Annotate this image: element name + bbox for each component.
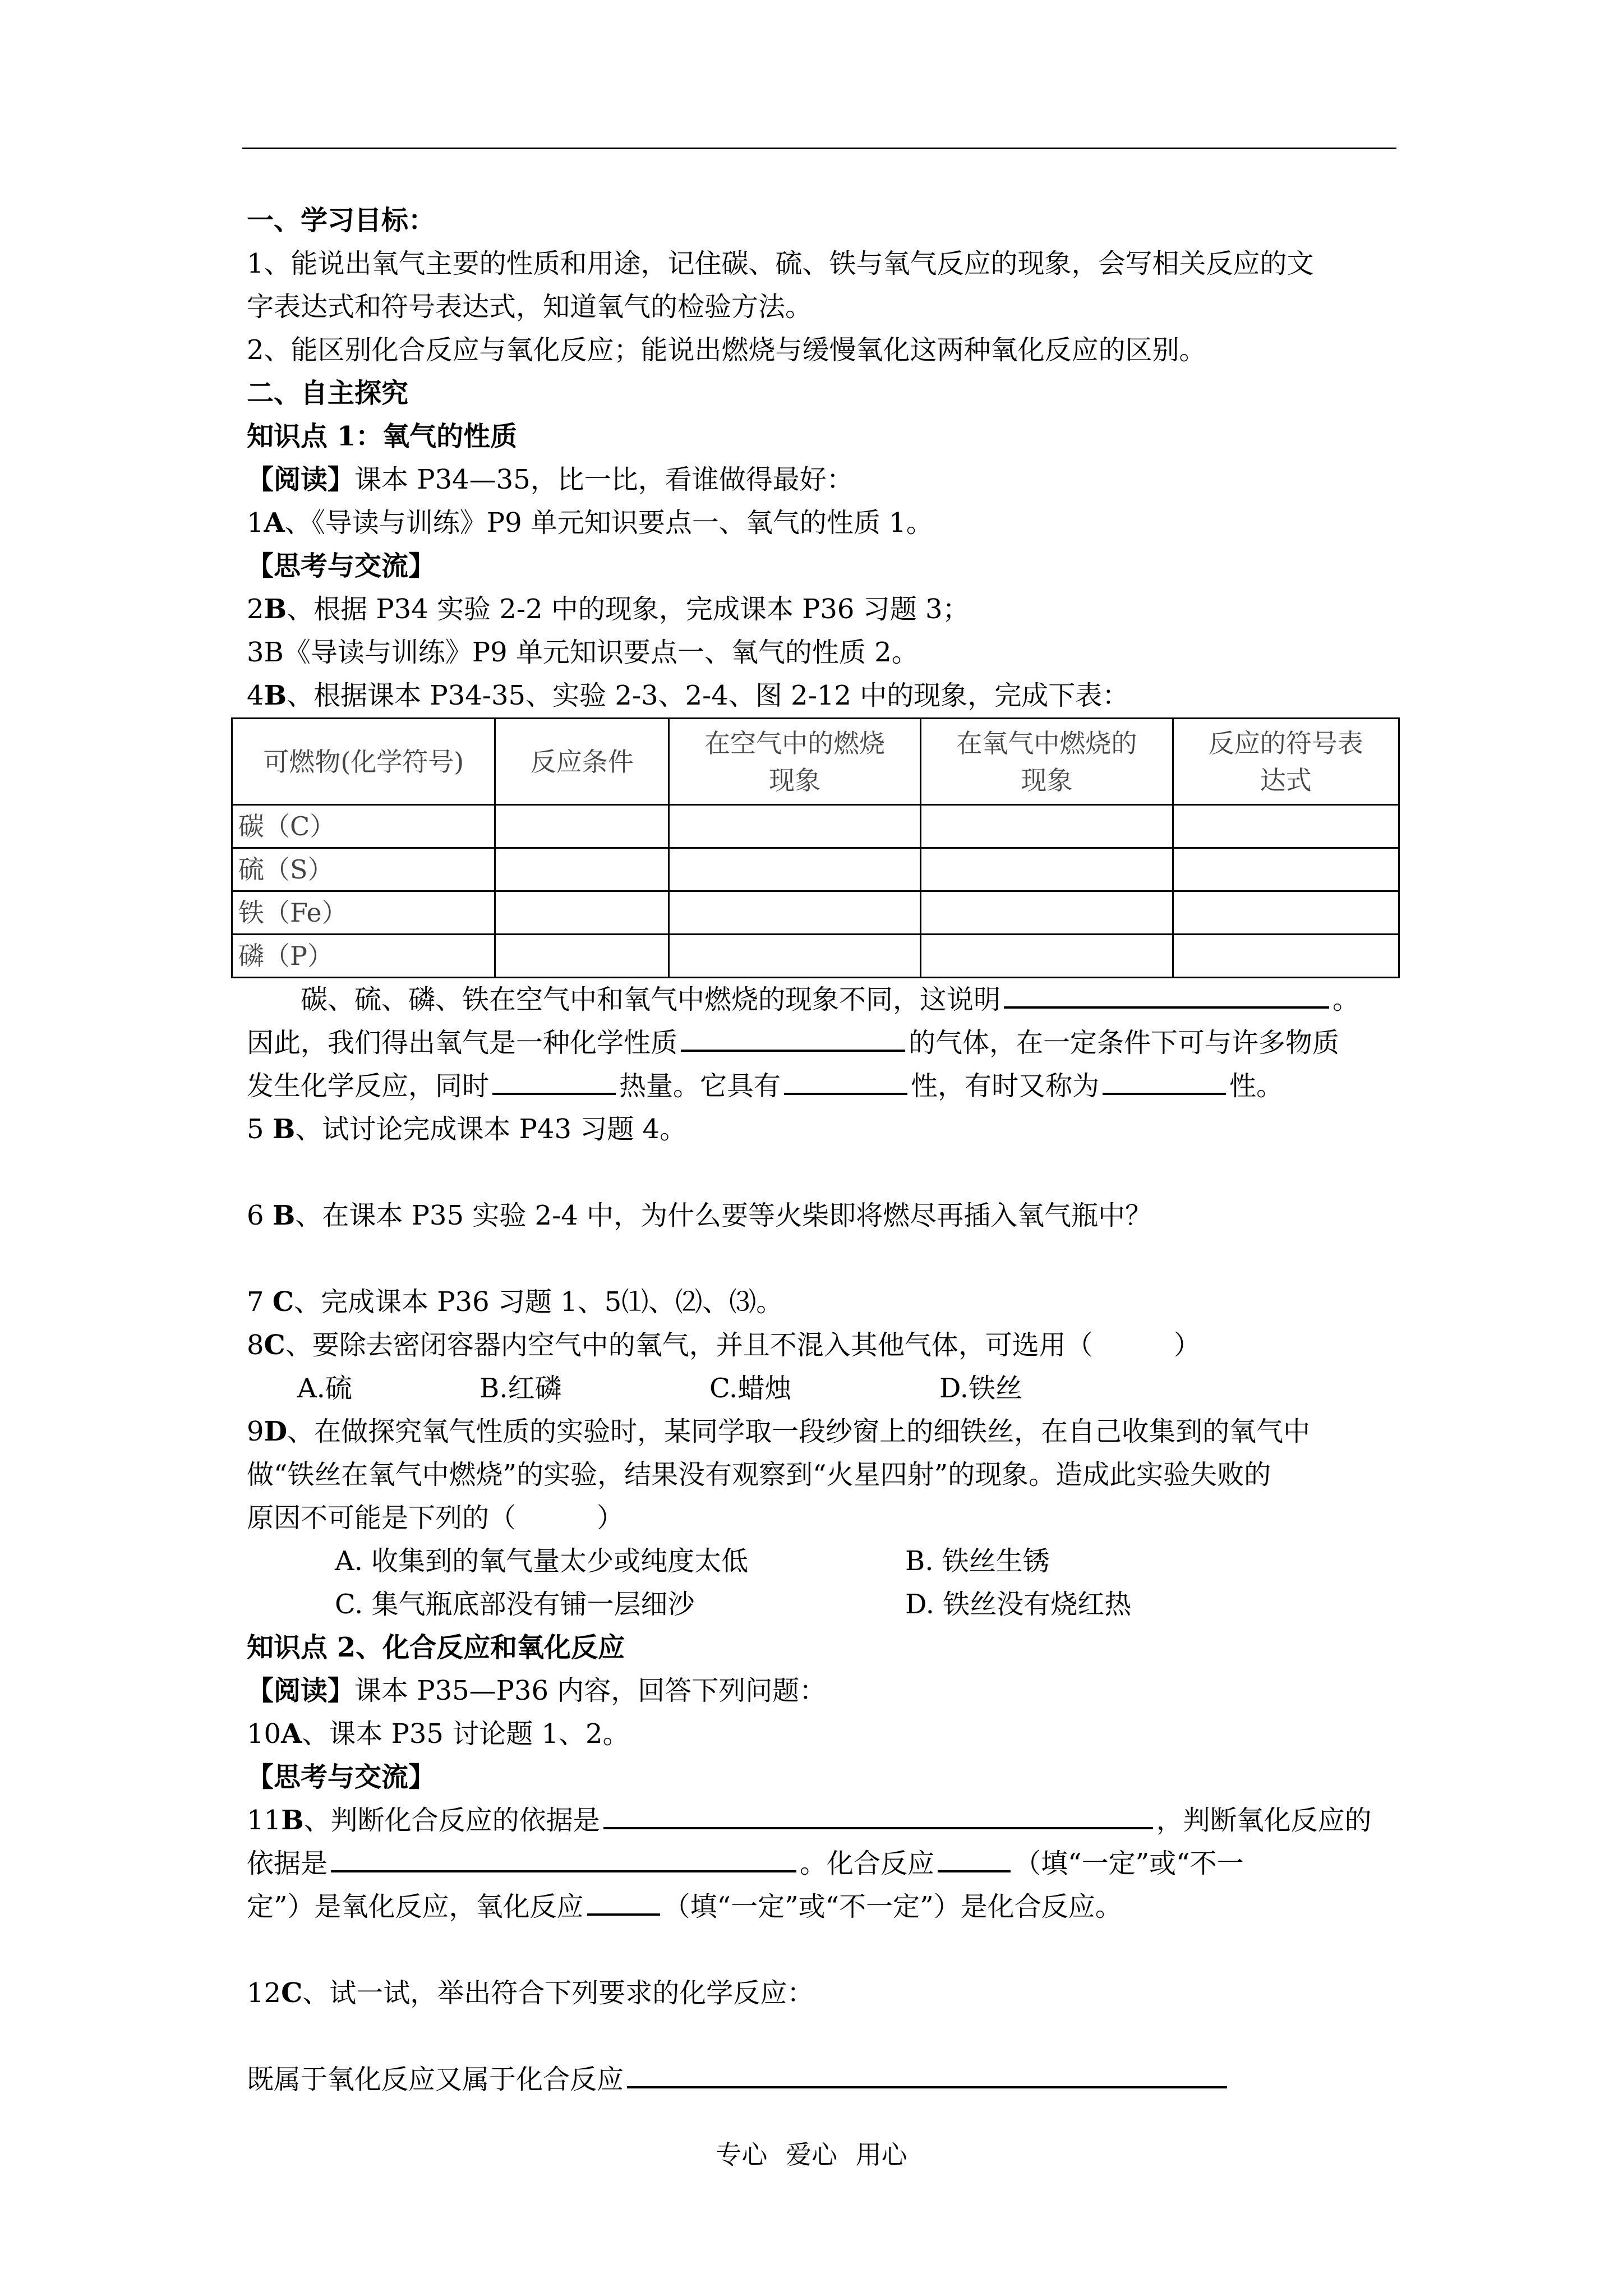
answer-blank[interactable] (681, 1027, 905, 1052)
question-9-line-2: 做“铁丝在氧气中燃烧”的实验，结果没有观察到“火星四射”的现象。造成此实验失败的 (247, 1459, 1271, 1490)
think-exchange-tag-1: 【思考与交流】 (247, 550, 436, 582)
think-exchange-tag-2: 【思考与交流】 (247, 1761, 436, 1793)
question-12-sub: 既属于氧化反应又属于化合反应 (247, 2058, 1402, 2101)
option-b[interactable]: B. 铁丝生锈 (905, 1545, 1050, 1577)
knowledge-point-1-heading: 知识点 1：氧气的性质 (247, 421, 518, 452)
question-9-line-3: 原因不可能是下列的（ ） (247, 1502, 624, 1534)
header-condition: 反应条件 (495, 719, 669, 805)
question-11: 11B、判断化合反应的依据是 ，判断氧化反应的 (247, 1805, 1372, 1836)
option-c[interactable]: C.蜡烛 (709, 1373, 792, 1404)
knowledge-point-2-heading: 知识点 2、化合反应和氧化反应 (247, 1632, 625, 1663)
table-row: 铁（Fe） (232, 891, 1399, 935)
goal-2: 2、能区别化合反应与氧化反应；能说出燃烧与缓慢氧化这两种氧化反应的区别。 (247, 334, 1206, 366)
table-row: 碳（C） (232, 805, 1399, 848)
reading-tag: 【阅读】 (247, 464, 355, 495)
question-9: 9D、在做探究氧气性质的实验时，某同学取一段纱窗上的细铁丝，在自己收集到的氧气中 (247, 1416, 1311, 1447)
option-c[interactable]: C. 集气瓶底部没有铺一层细沙 (335, 1589, 695, 1620)
question-4: 4B、根据课本 P34-35、实验 2-3、2-4、图 2-12 中的现象，完成下表： (247, 680, 1129, 711)
option-d[interactable]: D. 铁丝没有烧红热 (905, 1589, 1132, 1620)
question-1: 1A、《导读与训练》P9 单元知识要点一、氧气的性质 1。 (247, 507, 933, 539)
question-7: 7 C、完成课本 P36 习题 1、5⑴、⑵、⑶。 (247, 1286, 783, 1318)
table-row: 磷（P） (232, 935, 1399, 978)
question-9-options-row-2 (247, 1583, 1402, 1626)
goal-1-line-1: 1、能说出氧气主要的性质和用途，记住碳、硫、铁与氧气反应的现象，会写相关反应的文 (247, 248, 1314, 279)
question-8: 8C、要除去密闭容器内空气中的氧气，并且不混入其他气体，可选用（ ） (247, 1329, 1201, 1361)
section-heading-goals: 一、学习目标： (247, 205, 436, 236)
section-heading-explore: 二、自主探究 (247, 378, 409, 409)
header-substance: 可燃物(化学符号) (232, 719, 495, 805)
question-2: 2B、根据 P34 实验 2-2 中的现象，完成课本 P36 习题 3； (247, 593, 970, 625)
answer-blank[interactable] (587, 1891, 660, 1916)
table-row: 硫（S） (232, 848, 1399, 891)
header-rule (242, 148, 1396, 149)
header-air-phenomenon: 在空气中的燃烧 现象 (668, 719, 920, 805)
question-11-line-2: 依据是 。化合反应 （填“一定”或“不一 (247, 1848, 1244, 1879)
answer-blank[interactable] (331, 1848, 796, 1872)
reading-instruction-2: 【阅读】课本 P35—P36 内容，回答下列问题： (247, 1675, 827, 1706)
header-oxygen-phenomenon: 在氧气中燃烧的 现象 (921, 719, 1173, 805)
fill-line-2: 因此，我们得出氧气是一种化学性质 的气体，在一定条件下可与许多物质 (247, 1027, 1340, 1059)
answer-blank[interactable] (784, 1070, 907, 1095)
question-12: 12C、试一试，举出符合下列要求的化学反应： (247, 1977, 814, 2009)
header-symbol-expression: 反应的符号表 达式 (1173, 719, 1399, 805)
reading-instruction-1: 【阅读】课本 P34—35，比一比，看谁做得最好： (247, 464, 854, 495)
answer-blank[interactable] (1103, 1070, 1226, 1095)
answer-blank[interactable] (938, 1848, 1011, 1872)
question-8-options (247, 1367, 1402, 1410)
answer-blank[interactable] (492, 1070, 616, 1095)
question-6: 6 B、在课本 P35 实验 2-4 中，为什么要等火柴即将燃尽再插入氧气瓶中？ (247, 1200, 1152, 1231)
answer-blank[interactable] (627, 2064, 1227, 2088)
table-header-row (232, 719, 1399, 805)
fill-line-3: 发生化学反应，同时 热量。它具有 性，有时又称为 性。 (247, 1070, 1284, 1102)
question-5: 5 B、试讨论完成课本 P43 习题 4。 (247, 1114, 687, 1145)
question-9-options-row-1 (247, 1540, 1402, 1583)
answer-blank[interactable] (603, 1805, 1153, 1829)
option-a[interactable]: A. 收集到的氧气量太少或纯度太低 (335, 1545, 749, 1577)
option-a[interactable]: A.硫 (297, 1373, 352, 1404)
combustion-table (231, 717, 1400, 978)
goal-1-line-2: 字表达式和符号表达式，知道氧气的检验方法。 (247, 291, 813, 323)
question-3: 3B《导读与训练》P9 单元知识要点一、氧气的性质 2。 (247, 637, 919, 668)
option-d[interactable]: D.铁丝 (939, 1373, 1023, 1404)
question-11-line-3: 定”）是氧化反应，氧化反应 （填“一定”或“不一定”）是化合反应。 (247, 1891, 1122, 1922)
option-b[interactable]: B.红磷 (479, 1373, 562, 1404)
fill-line-1: 碳、硫、磷、铁在空气中和氧气中燃烧的现象不同，这说明 。 (301, 984, 1360, 1015)
answer-blank[interactable] (1004, 984, 1329, 1009)
question-10: 10A、课本 P35 讨论题 1、2。 (247, 1718, 630, 1750)
worksheet (238, 199, 1402, 2101)
page-footer: 专心 爱心 用心 (716, 2139, 907, 2170)
